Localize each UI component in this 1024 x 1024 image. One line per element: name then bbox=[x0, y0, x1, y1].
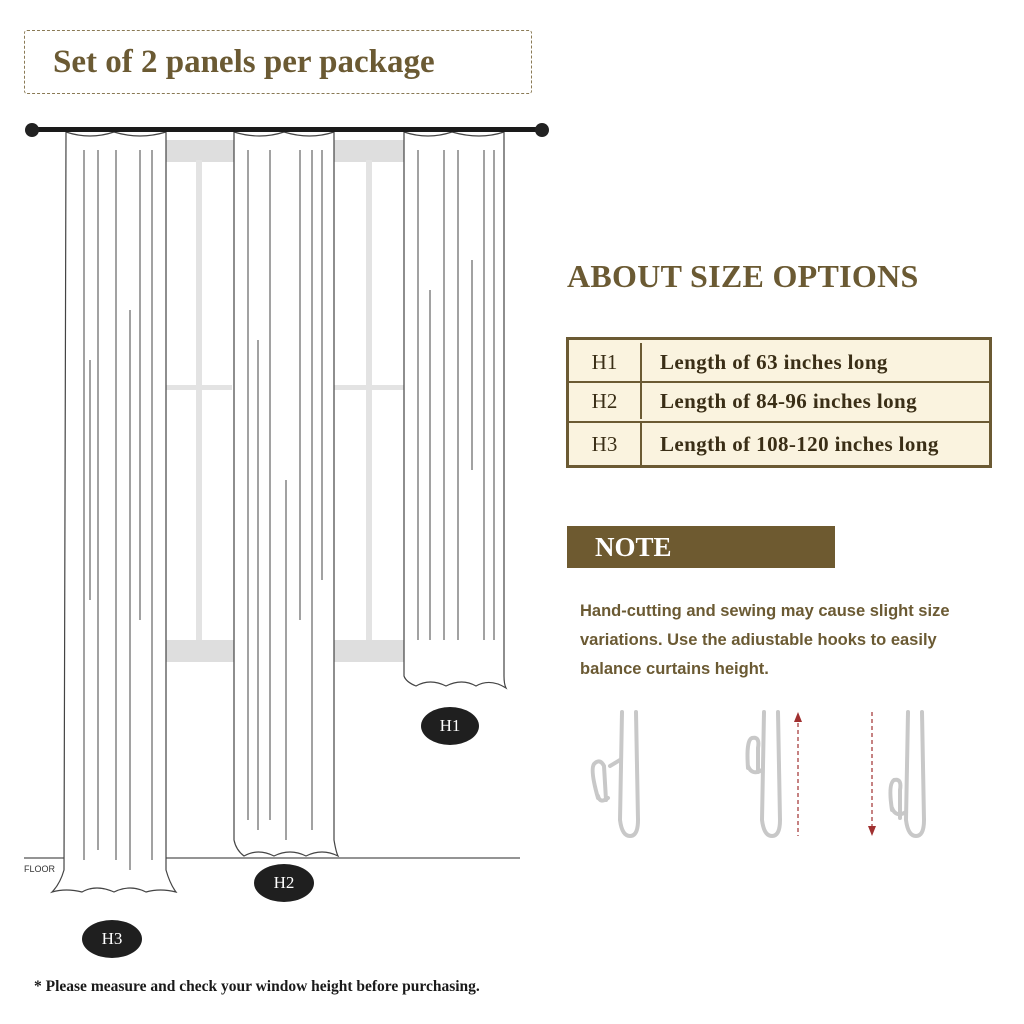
curtain-illustration bbox=[0, 110, 560, 910]
size-row-h2 bbox=[569, 381, 989, 419]
note-text: Hand-cutting and sewing may cause slight size variations. Use the adiustable hooks to easily balance curtains height. bbox=[580, 602, 950, 678]
size-value: Length of 63 inches long bbox=[660, 349, 888, 374]
size-key: H2 bbox=[569, 383, 642, 419]
arrow-head-up-icon bbox=[794, 712, 802, 722]
size-key: H3 bbox=[569, 423, 642, 465]
curtain-hook-icon bbox=[593, 712, 638, 836]
size-key: H1 bbox=[569, 343, 642, 381]
header-badge bbox=[24, 30, 532, 94]
size-value: Length of 108-120 inches long bbox=[660, 431, 939, 456]
note-bar bbox=[567, 526, 835, 568]
curtain-hook-icon bbox=[748, 712, 781, 836]
floor-label: FLOOR bbox=[24, 864, 56, 874]
size-options-table bbox=[566, 337, 992, 468]
page-title: Set of 2 panels per package bbox=[53, 43, 435, 80]
note-title: NOTE bbox=[595, 531, 672, 562]
marker-h3: H3 bbox=[82, 920, 142, 958]
size-row-h3 bbox=[569, 421, 989, 465]
curtain-panel-h3 bbox=[52, 132, 176, 892]
curtain-panel-h1 bbox=[404, 132, 506, 688]
marker-h2: H2 bbox=[254, 864, 314, 902]
footer-note: * Please measure and check your window height before purchasing. bbox=[34, 978, 480, 995]
curtain-hook-icon bbox=[890, 712, 924, 836]
hooks-illustration bbox=[570, 700, 950, 850]
size-options-title: ABOUT SIZE OPTIONS bbox=[567, 258, 919, 294]
arrow-head-down-icon bbox=[868, 826, 876, 836]
size-row-h1 bbox=[569, 343, 989, 381]
marker-h1: H1 bbox=[421, 707, 479, 745]
curtain-panel-h2 bbox=[234, 132, 338, 856]
size-value: Length of 84-96 inches long bbox=[660, 388, 917, 413]
